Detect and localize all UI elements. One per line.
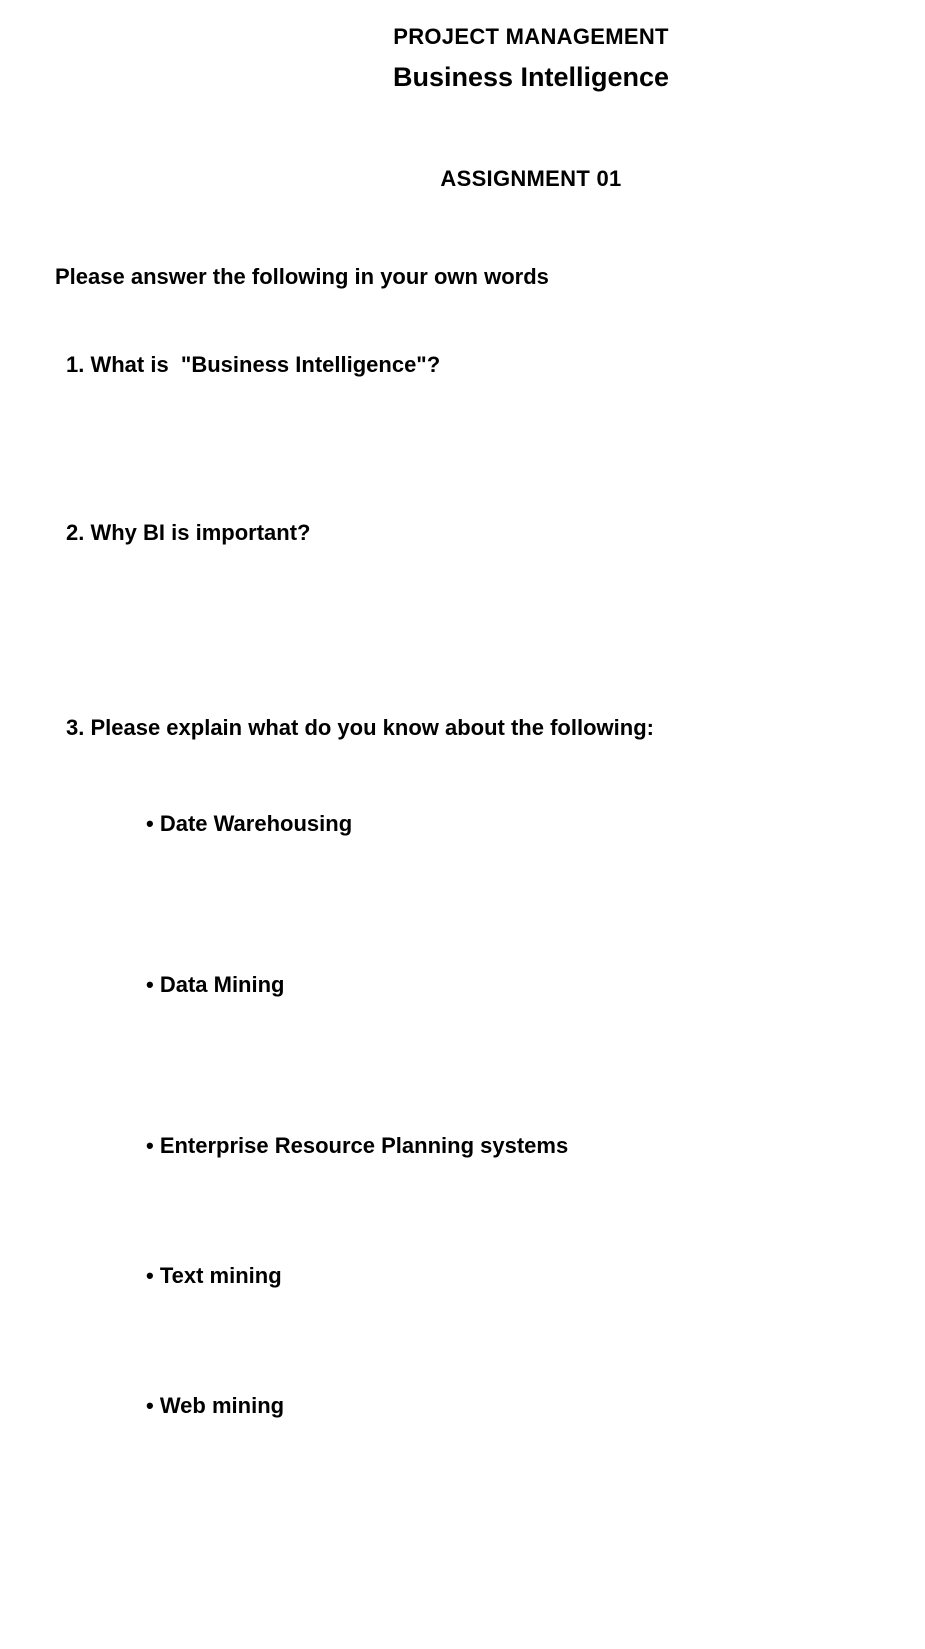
topic-item-data-mining: • Data Mining — [146, 972, 285, 997]
question-2: 2. Why BI is important? — [66, 520, 311, 545]
assignment-title: ASSIGNMENT 01 — [440, 166, 622, 191]
topic-item-erp-systems: • Enterprise Resource Planning systems — [146, 1133, 569, 1158]
instruction-text: Please answer the following in your own words — [55, 264, 549, 289]
course-title: PROJECT MANAGEMENT — [393, 24, 669, 49]
question-1: 1. What is "Business Intelligence"? — [66, 352, 441, 377]
question-3: 3. Please explain what do you know about the following: — [66, 715, 654, 740]
subject-title: Business Intelligence — [392, 62, 670, 92]
topic-item-text-mining: • Text mining — [146, 1263, 282, 1288]
topic-item-date-warehousing: • Date Warehousing — [146, 811, 353, 836]
topic-item-web-mining: • Web mining — [146, 1393, 285, 1418]
